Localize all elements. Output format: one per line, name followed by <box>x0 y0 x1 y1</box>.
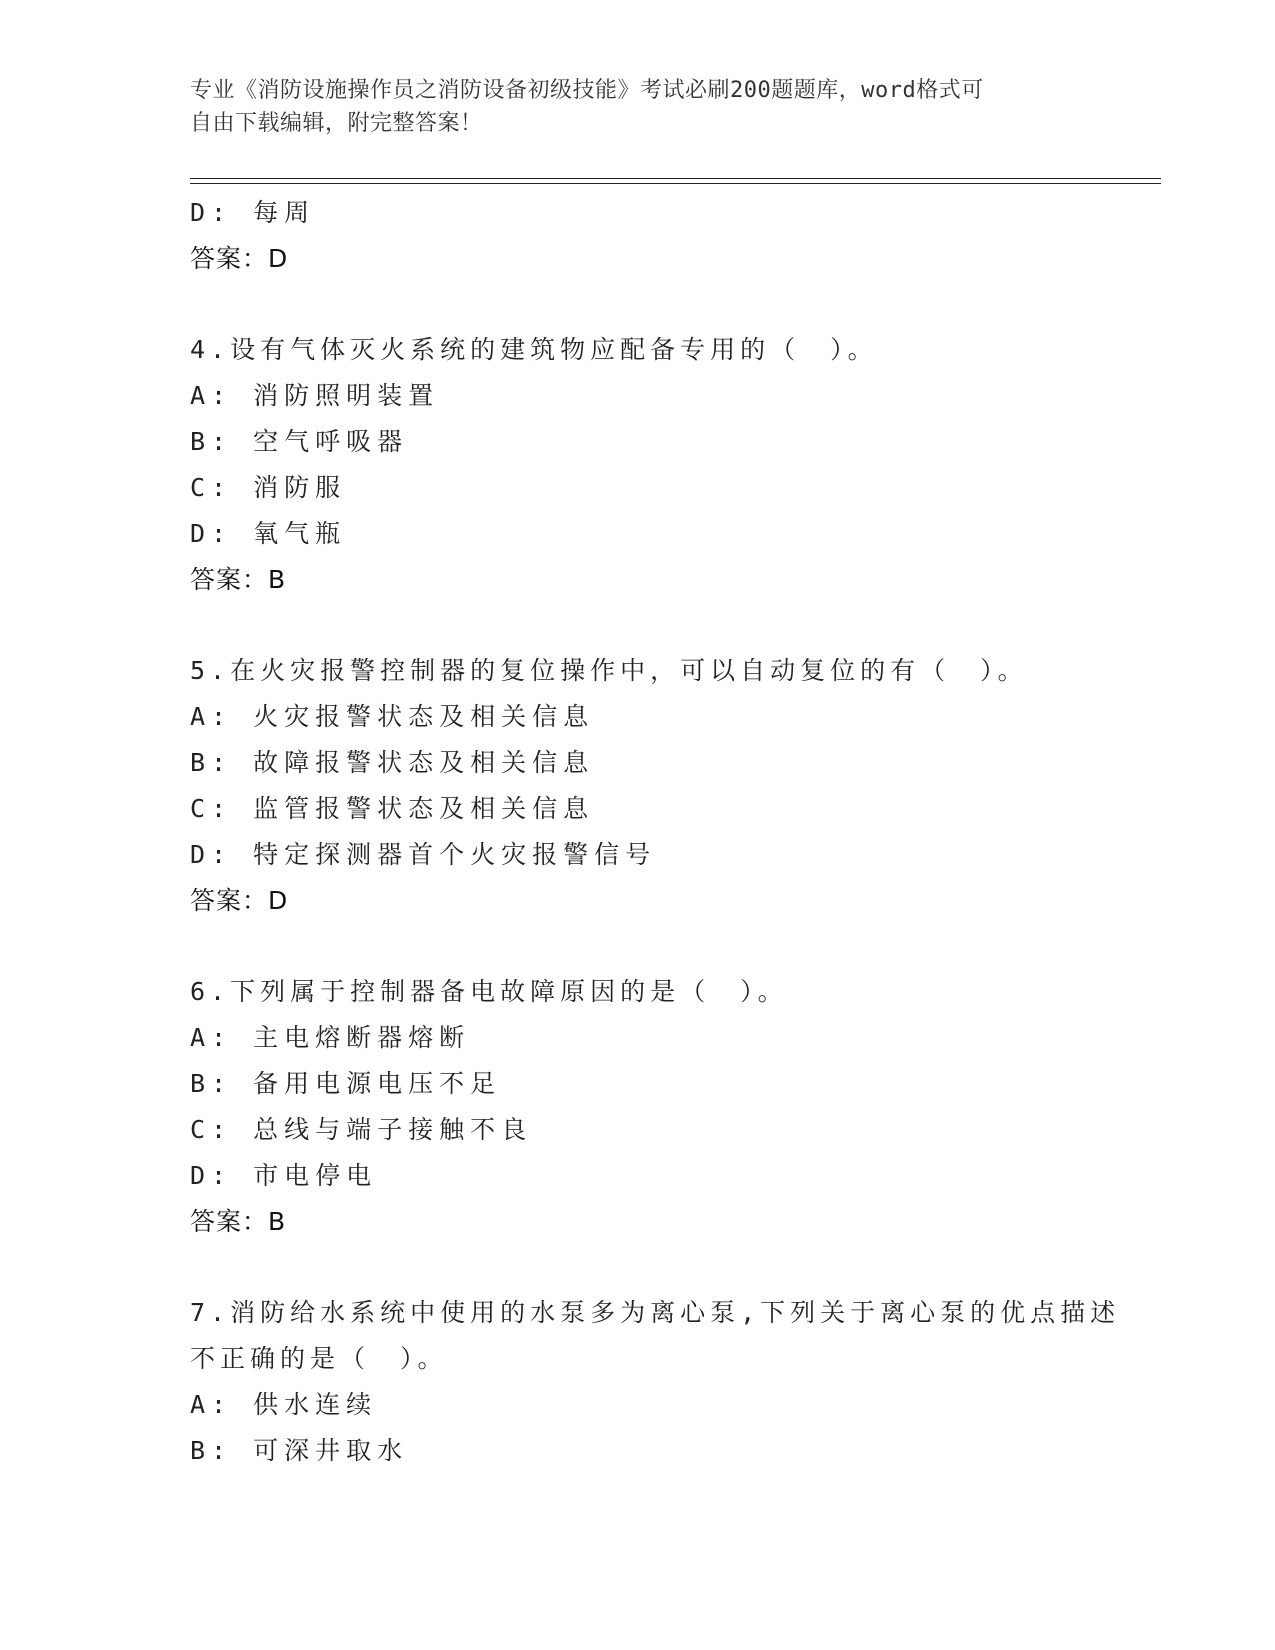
question-5-option-b: B: 故障报警状态及相关信息 <box>190 748 595 777</box>
question-6-option-b: B: 备用电源电压不足 <box>190 1069 502 1098</box>
question-5-text: 5.在火灾报警控制器的复位操作中，可以自动复位的有（ ）。 <box>190 656 1028 685</box>
question-7-option-b: B: 可深井取水 <box>190 1436 409 1465</box>
header-divider-bottom <box>190 183 1161 184</box>
question-6-option-a: A: 主电熔断器熔断 <box>190 1023 471 1052</box>
question-4-option-d: D: 氧气瓶 <box>190 519 347 548</box>
header-divider-top <box>190 178 1161 179</box>
question-6-answer: 答案：B <box>190 1207 287 1236</box>
question-4-option-a: A: 消防照明装置 <box>190 381 440 410</box>
question-7-text-line-1: 7.消防给水系统中使用的水泵多为离心泵,下列关于离心泵的优点描述 <box>190 1298 1121 1327</box>
header-line-1: 专业《消防设施操作员之消防设备初级技能》考试必刷200题题库，word格式可 <box>190 78 984 103</box>
question-7-text-line-2: 不正确的是（ ）。 <box>190 1344 448 1373</box>
question-5-option-a: A: 火灾报警状态及相关信息 <box>190 702 595 731</box>
question-6-text: 6.下列属于控制器备电故障原因的是（ ）。 <box>190 977 788 1006</box>
header-line-2: 自由下载编辑，附完整答案！ <box>190 111 483 136</box>
question-5-option-c: C: 监管报警状态及相关信息 <box>190 794 595 823</box>
document-header <box>190 74 1090 140</box>
question-5-option-d: D: 特定探测器首个火灾报警信号 <box>190 840 657 869</box>
question-4-option-b: B: 空气呼吸器 <box>190 427 409 456</box>
question-7-option-a: A: 供水连续 <box>190 1390 378 1419</box>
question-4-answer: 答案：B <box>190 565 287 594</box>
question-4-text: 4.设有气体灭火系统的建筑物应配备专用的（ ）。 <box>190 335 878 364</box>
document-body <box>190 190 1121 1474</box>
question-4-option-c: C: 消防服 <box>190 473 347 502</box>
answer: 答案：D <box>190 244 289 273</box>
question-6-option-d: D: 市电停电 <box>190 1161 378 1190</box>
question-5-answer: 答案：D <box>190 886 289 915</box>
question-6-option-c: C: 总线与端子接触不良 <box>190 1115 533 1144</box>
option-d: D: 每周 <box>190 198 316 227</box>
